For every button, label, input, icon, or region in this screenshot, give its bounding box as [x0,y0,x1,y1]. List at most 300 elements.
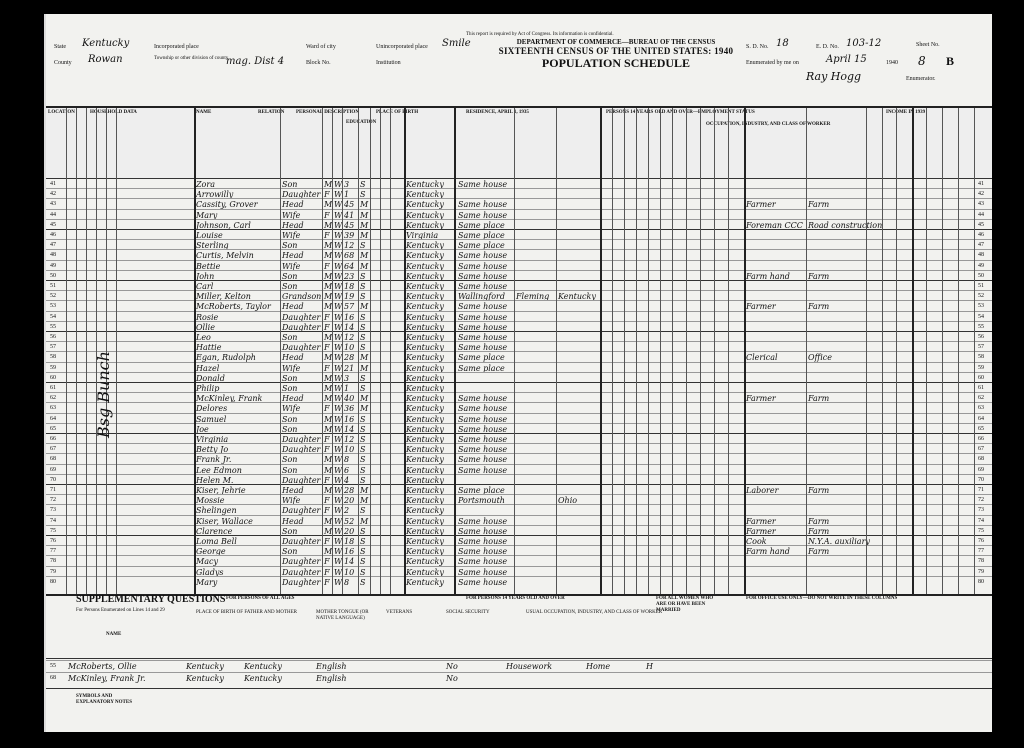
cell-race: W [334,271,343,281]
cell-line: 70 [50,476,56,483]
cell-age: 45 [344,200,355,210]
supp-birth-header: PLACE OF BIRTH OF FATHER AND MOTHER [196,610,298,615]
cell-age: 10 [344,567,355,577]
cell-line: 65 [50,425,56,432]
cell-race: W [334,373,343,383]
cell-age: 39 [344,231,355,240]
cell-age: 2 [344,506,350,516]
cell-birth: Kentucky [406,547,444,557]
cell-race: W [334,557,343,567]
cell-name: McRoberts, Taylor [196,302,271,312]
cell-res: Same place [458,486,505,495]
cell-race: W [334,312,343,322]
cell-age: 6 [344,465,350,475]
supp-cell-mother: Kentucky [244,674,282,683]
cell-sex: F [324,567,330,577]
column-rule [454,108,456,594]
cell-sex: F [324,445,330,455]
cell-occ: Farmer [746,526,776,536]
column-rule [648,108,649,594]
cell-birth: Kentucky [406,210,444,220]
census-year: 1940 [886,60,898,66]
cell-res: Same place [458,363,505,373]
cell-age: 12 [344,241,355,251]
cell-res: Same place [458,241,505,251]
schedule-title: POPULATION SCHEDULE [541,56,691,70]
cell-line-right: 80 [978,578,984,585]
group-personal: PERSONAL DESCRIPTION [296,110,359,115]
cell-ind: N.Y.A. auxiliary [808,537,870,546]
enumerator-label: Enumerator. [906,76,936,82]
cell-race: W [334,190,343,200]
cell-name: Miller, Kelton [196,292,251,302]
cell-ms: S [360,373,366,383]
cell-name: Macy [196,557,218,567]
cell-name: Loma Bell [196,537,237,546]
cell-ind: Farm [808,516,830,526]
cell-line-right: 53 [978,303,984,310]
cell-race: W [334,424,343,434]
cell-ms: S [360,414,366,424]
cell-sex: M [324,271,333,281]
cell-sex: F [324,312,330,322]
cell-res: Same place [458,231,505,240]
cell-line-right: 69 [978,466,984,473]
cell-age: 1 [344,190,350,200]
cell-line-right: 55 [978,323,984,330]
cell-race: W [334,414,343,424]
state-label: State [54,44,66,50]
cell-line: 71 [50,487,56,493]
cell-line: 64 [50,415,56,422]
cell-res: Same house [458,557,508,567]
enumerated-date: April 15 [826,54,867,65]
column-rule [322,108,323,594]
cell-ind: Farm [808,200,830,210]
cell-line: 49 [50,262,56,269]
cell-line-right: 46 [978,232,984,238]
cell-rel: Daughter [282,475,321,485]
cell-res: Same house [458,180,508,189]
cell-sex: F [324,210,330,220]
cell-line: 63 [50,405,56,412]
cell-sex: M [324,394,333,404]
cell-birth: Kentucky [406,220,444,230]
cell-sex: M [324,486,333,495]
column-rule [370,108,371,594]
cell-birth: Kentucky [406,465,444,475]
unincorporated-label: Unincorporated place [376,44,428,50]
cell-sex: M [324,292,333,302]
supp-social-header: SOCIAL SECURITY [446,610,490,615]
cell-line-right: 50 [978,272,984,279]
institution-label: Institution [376,60,401,66]
cell-line: 73 [50,507,56,514]
cell-res: Same house [458,577,508,587]
title-block [466,38,766,71]
cell-sex: F [324,537,330,546]
cell-race: W [334,567,343,577]
cell-line: 72 [50,497,56,504]
cell-age: 1 [344,384,350,393]
cell-ms: M [360,516,369,526]
cell-name: Leo [196,333,211,342]
group-name: NAME [196,110,212,115]
cell-name: Joe [196,424,209,434]
cell-ind: Farm [808,526,830,536]
supplementary-section [46,592,992,732]
column-rule [116,108,117,594]
cell-name: Donald [196,373,225,383]
group-occupation: OCCUPATION, INDUSTRY, AND CLASS OF WORKER [706,122,831,127]
cell-line-right: 79 [978,568,984,575]
cell-birth: Kentucky [406,445,444,455]
column-rule [66,108,67,594]
supp-office-use: FOR OFFICE USE ONLY—DO NOT WRITE IN THESE COLUMNS [746,596,898,601]
cell-birth: Kentucky [406,486,444,495]
cell-res: Same house [458,271,508,281]
cell-birth: Kentucky [406,455,444,465]
cell-sex: F [324,363,330,373]
cell-res: Same house [458,455,508,465]
cell-ind: Farm [808,547,830,557]
cell-race: W [334,231,343,240]
census-title: SIXTEENTH CENSUS OF THE UNITED STATES: 1940 [498,46,734,56]
cell-sex: M [324,516,333,526]
cell-ms: S [360,455,366,465]
cell-rel: Daughter [282,343,321,353]
cell-age: 52 [344,516,355,526]
cell-line-right: 60 [978,374,984,381]
cell-ms: S [360,435,366,444]
cell-race: W [334,496,343,506]
cell-age: 40 [344,394,355,404]
cell-age: 19 [344,292,355,302]
column-rule [86,108,87,594]
cell-rel: Daughter [282,445,321,455]
state-value: Kentucky [82,38,130,49]
sd-label: S. D. No. [746,44,769,50]
cell-ind: Farm [808,486,830,495]
cell-line-right: 49 [978,262,984,269]
cell-birth: Kentucky [406,496,444,506]
column-rule [958,108,959,594]
cell-line: 75 [50,527,56,534]
cell-ind: Road construction [808,220,883,230]
column-rule [76,108,77,594]
supp-cell-occ [506,673,576,684]
supp-row [46,660,992,672]
cell-birth: Kentucky [406,475,444,485]
cell-name: Ollie [196,322,215,332]
cell-ms: S [360,424,366,434]
cell-line-right: 73 [978,507,984,514]
ed-label: E. D. No. [816,44,839,50]
cell-birth: Kentucky [406,567,444,577]
cell-res: Same house [458,414,508,424]
group-location: LOCATION [48,110,75,115]
supp-cell-name: McRoberts, Ollie [68,662,137,671]
cell-ms: S [360,465,366,475]
cell-sex: M [324,302,333,312]
cell-line-right: 61 [978,385,984,391]
cell-birth: Kentucky [406,414,444,424]
supp-cell-tongue: English [316,674,347,683]
cell-ms: S [360,271,366,281]
cell-ms: S [360,190,366,200]
supp-name-header: NAME [106,632,122,637]
cell-birth: Kentucky [406,322,444,332]
cell-occ: Farmer [746,200,776,210]
cell-line-right: 57 [978,344,984,351]
cell-line: 69 [50,466,56,473]
cell-state [558,577,598,588]
cell-birth: Virginia [406,231,439,240]
cell-res: Same house [458,200,508,210]
cell-name: Hazel [196,363,220,373]
cell-birth: Kentucky [406,353,444,363]
supp-cell-occ: Housework [506,662,553,671]
cell-rel: Daughter [282,537,321,546]
cell-county: Fleming [516,292,550,302]
cell-line-right: 44 [978,211,984,218]
cell-sex: M [324,241,333,251]
cell-res: Same house [458,465,508,475]
cell-sex: M [324,282,333,291]
cell-res: Wallingford [458,292,505,302]
cell-race: W [334,475,343,485]
supp-women: FOR ALL WOMEN WHO ARE OR HAVE BEEN MARRIED [656,596,714,613]
cell-rel: Head [282,220,304,230]
cell-line-right: 66 [978,436,984,442]
cell-name: Shelingen [196,506,237,516]
cell-occ: Cook [746,537,767,546]
cell-ms: S [360,322,366,332]
supp-cell-social: No [446,674,458,683]
column-rule [342,108,343,594]
cell-race: W [334,486,343,495]
cell-rel: Daughter [282,190,321,200]
county-label: County [54,60,72,66]
cell-race: W [334,435,343,444]
cell-sex: M [324,333,333,342]
cell-rel: Daughter [282,435,321,444]
cell-ms: M [360,363,369,373]
cell-sex: M [324,220,333,230]
cell-ms: M [360,302,369,312]
group-residence: RESIDENCE, APRIL 1, 1935 [466,110,529,115]
cell-name: Cassity, Grover [196,200,258,210]
cell-age: 18 [344,537,355,546]
group-employment: PERSONS 14 YEARS OLD AND OVER—EMPLOYMENT STATUS [606,110,755,115]
cell-age: 57 [344,302,355,312]
cell-line-right: 64 [978,415,984,422]
cell-race: W [334,577,343,587]
column-rule [514,108,515,594]
cell-birth: Kentucky [406,251,444,261]
cell-rel: Wife [282,231,301,240]
cell-line-right: 77 [978,548,984,555]
cell-line: 52 [50,293,56,300]
cell-line: 58 [50,354,56,361]
cell-line-right: 71 [978,487,984,493]
cell-birth: Kentucky [406,200,444,210]
cell-line: 51 [50,283,56,289]
cell-rel: Daughter [282,567,321,577]
cell-name: Johnson, Carl [196,220,251,230]
cell-county [516,577,556,588]
column-rule [700,108,701,594]
cell-sex: F [324,506,330,516]
cell-line-right: 75 [978,527,984,534]
column-rule [912,108,914,594]
cell-sex: F [324,343,330,353]
cell-res: Same house [458,210,508,220]
column-rule [612,108,613,594]
table-row [46,576,992,588]
cell-birth: Kentucky [406,577,444,587]
township-value: mag. Dist 4 [226,56,285,67]
cell-birth: Kentucky [406,190,444,200]
cell-birth: Kentucky [406,343,444,353]
cell-res: Same house [458,302,508,312]
cell-res: Same house [458,567,508,577]
supp-subtitle: For Persons Enumerated on Lines 14 and 29 [76,608,165,613]
cell-age: 20 [344,496,355,506]
cell-rel: Son [282,271,298,281]
cell-ms: S [360,537,366,546]
supp-cell-social: No [446,662,458,671]
cell-name: Lee Edmon [196,465,242,475]
supp-cell-ind [586,673,636,684]
cell-ms: S [360,475,366,485]
cell-ms: S [360,577,366,587]
cell-line: 53 [50,303,56,310]
group-relation: RELATION [258,110,285,115]
cell-occ: Clerical [746,353,778,363]
cell-line: 41 [50,181,56,187]
cell-ind: Farm [808,302,830,312]
cell-line: 42 [50,191,56,198]
cell-sex: F [324,557,330,567]
group-birth: PLACE OF BIRTH [376,110,419,115]
confidential-notice: This report is required by Act of Congress. Its information is confidential. [466,32,614,37]
cell-res: Same house [458,282,508,291]
group-household: HOUSEHOLD DATA [90,110,137,115]
cell-ms: S [360,282,366,291]
supp-row [46,672,992,684]
cell-occ: Farmer [746,516,776,526]
cell-age: 4 [344,475,350,485]
cell-ms: M [360,251,369,261]
cell-rel: Head [282,200,304,210]
cell-res: Same house [458,343,508,353]
cell-rel: Grandson [282,292,322,302]
ed-value: 103-12 [846,38,882,49]
cell-ms: S [360,506,366,516]
cell-ms: S [360,292,366,302]
column-headers [46,108,992,179]
column-rule [404,108,406,594]
cell-ms: S [360,180,366,189]
supp-title: SUPPLEMENTARY QUESTIONS [76,594,226,605]
cell-birth: Kentucky [406,537,444,546]
cell-line: 48 [50,252,56,259]
supp-cell-cls [646,673,666,684]
unincorporated-value: Smile [442,38,471,49]
cell-age: 18 [344,282,355,291]
cell-ms: M [360,394,369,404]
cell-state: Kentucky [558,292,596,302]
cell-sex: M [324,424,333,434]
cell-line: 78 [50,558,56,565]
cell-ind [808,577,864,588]
cell-line: 80 [50,578,56,585]
cell-line: 68 [50,456,56,463]
cell-name: Curtis, Melvin [196,251,254,261]
cell-line-right: 74 [978,517,984,524]
block-label: Block No. [306,60,331,66]
cell-race: W [334,516,343,526]
enumerated-label: Enumerated by me on [746,60,799,66]
cell-ms: S [360,567,366,577]
column-rule [194,108,196,594]
cell-race: W [334,282,343,291]
cell-sex: M [324,465,333,475]
cell-age: 23 [344,271,355,281]
cell-age: 45 [344,220,355,230]
column-rule [390,108,391,594]
cell-age: 3 [344,180,350,189]
cell-race: W [334,404,343,414]
cell-ms: M [360,231,369,240]
cell-rel: Daughter [282,312,321,322]
column-rule [636,108,637,594]
side-stamp: Bsg Bunch [94,351,113,438]
supp-cell-mother: Kentucky [244,662,282,671]
cell-ms: S [360,557,366,567]
enumerator-name: Ray Hogg [806,70,862,83]
column-rule [672,108,673,594]
supp-tongue-header: MOTHER TONGUE (OR NATIVE LANGUAGE) [316,610,369,621]
cell-line-right: 68 [978,456,984,463]
cell-name: Mary [196,577,218,587]
footer-symbols: SYMBOLS AND EXPLANATORY NOTES [76,694,132,705]
cell-ms: S [360,312,366,322]
cell-name: Louise [196,231,223,240]
cell-birth: Kentucky [406,302,444,312]
cell-name: John [196,271,215,281]
cell-race: W [334,241,343,251]
cell-birth: Kentucky [406,373,444,383]
person-rows [46,178,992,618]
column-rule [882,108,883,594]
cell-rel: Wife [282,210,301,220]
cell-occ: Laborer [746,486,779,495]
cell-rel: Daughter [282,577,321,587]
sheet-letter: B [946,54,955,68]
supp-cell-name: McKinley, Frank Jr. [68,674,146,683]
cell-race: W [334,322,343,332]
population-grid [46,106,992,596]
cell-sex: F [324,404,330,414]
cell-rel: Wife [282,404,301,414]
cell-sex: M [324,251,333,261]
cell-name: Clarence [196,526,233,536]
cell-name: Zora [196,180,215,189]
cell-line: 46 [50,232,56,238]
cell-line: 74 [50,517,56,524]
